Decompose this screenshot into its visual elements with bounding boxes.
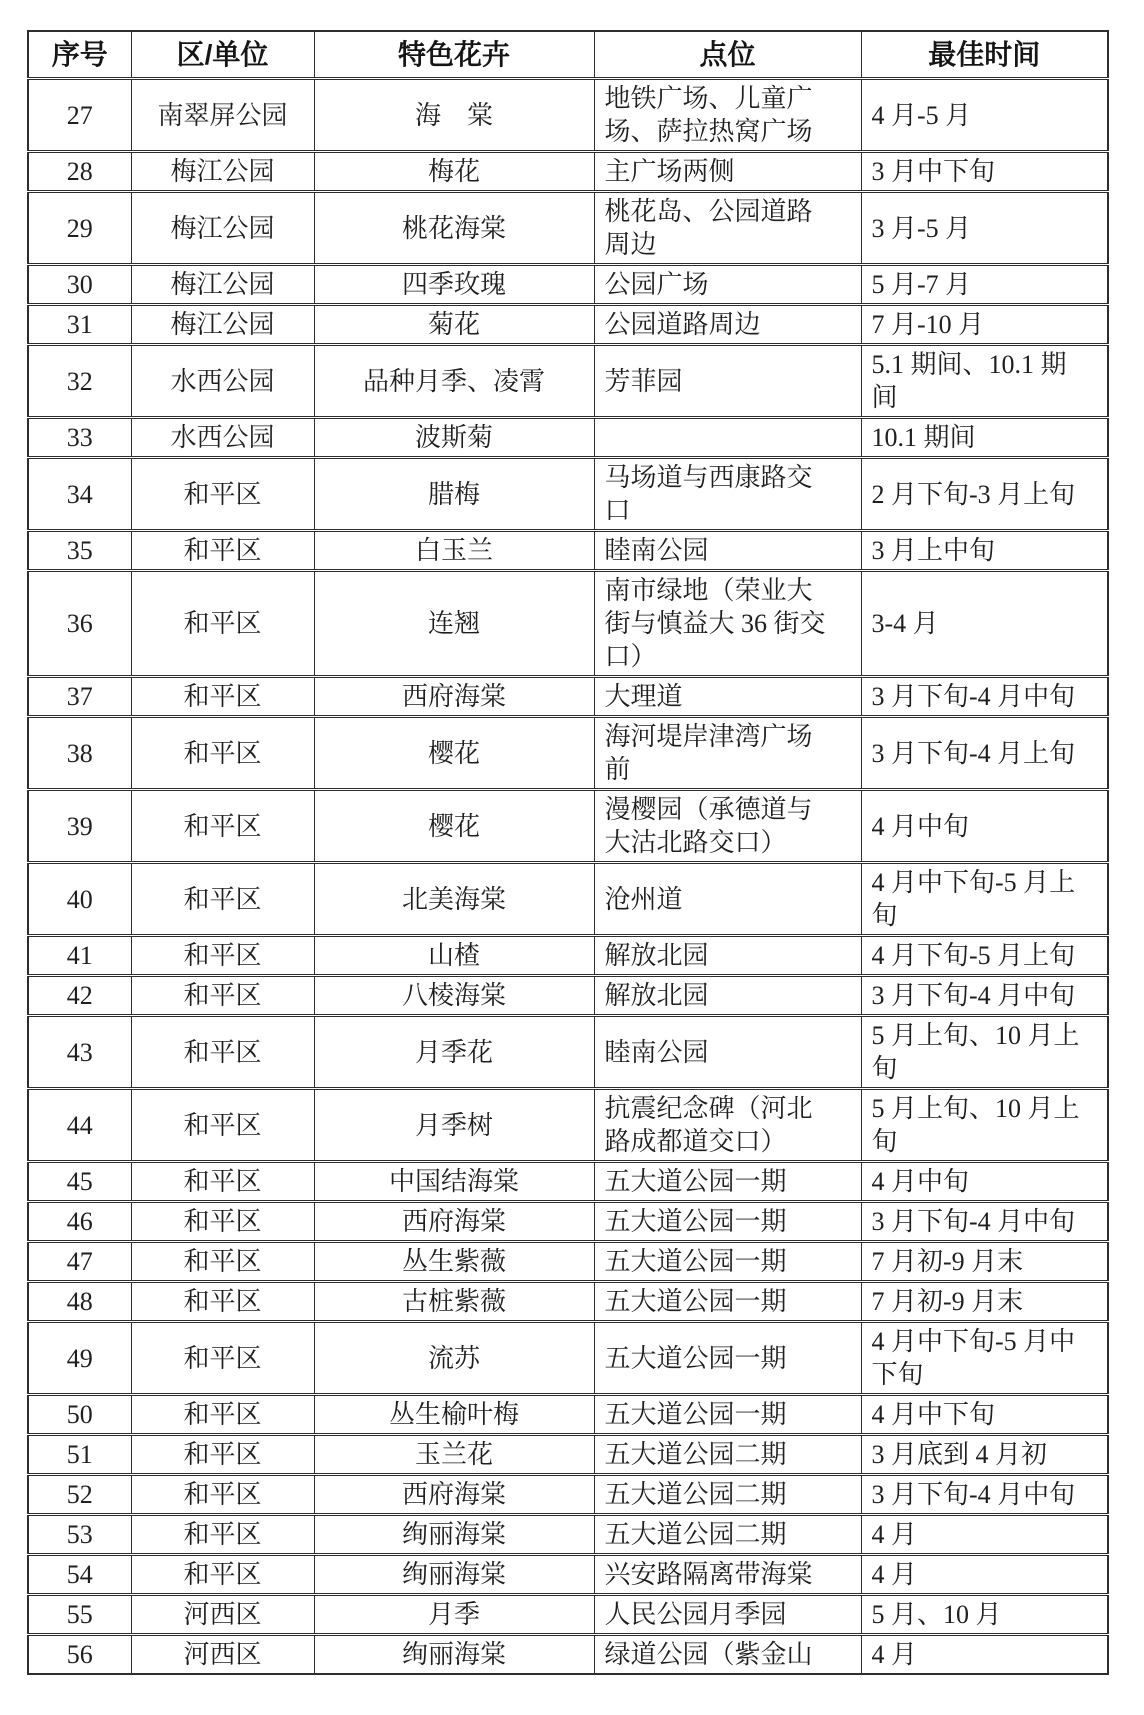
cell-location: 地铁广场、儿童广场、萨拉热窝广场 [594,79,861,152]
table-row [28,458,1108,531]
cell-featured-flower: 中国结海棠 [314,1162,594,1202]
cell-featured-flower: 海 棠 [314,79,594,152]
cell-featured-flower: 月季树 [314,1089,594,1162]
table-row [28,192,1108,265]
table-row [28,1282,1108,1322]
table-row [28,265,1108,305]
cell-district-unit: 和平区 [131,976,314,1016]
cell-serial-number: 29 [28,192,131,265]
cell-serial-number: 48 [28,1282,131,1322]
table-row [28,1475,1108,1515]
cell-best-time: 5 月上旬、10 月上旬 [861,1016,1108,1089]
cell-serial-number: 47 [28,1242,131,1282]
cell-best-time: 3 月下旬-4 月上旬 [861,717,1108,790]
cell-best-time: 5 月、10 月 [861,1595,1108,1635]
cell-location: 兴安路隔离带海棠 [594,1555,861,1595]
table-row [28,531,1108,571]
cell-serial-number: 42 [28,976,131,1016]
table-row [28,571,1108,677]
table-row [28,936,1108,976]
cell-featured-flower: 樱花 [314,790,594,863]
cell-featured-flower: 白玉兰 [314,531,594,571]
cell-serial-number: 49 [28,1322,131,1395]
cell-serial-number: 51 [28,1435,131,1475]
cell-district-unit: 河西区 [131,1635,314,1675]
cell-serial-number: 43 [28,1016,131,1089]
cell-best-time: 5 月上旬、10 月上旬 [861,1089,1108,1162]
cell-serial-number: 39 [28,790,131,863]
cell-district-unit: 水西公园 [131,345,314,418]
cell-district-unit: 和平区 [131,1242,314,1282]
cell-district-unit: 和平区 [131,1162,314,1202]
cell-location [594,418,861,458]
cell-serial-number: 50 [28,1395,131,1435]
cell-district-unit: 和平区 [131,1322,314,1395]
table-header-row [28,31,1108,79]
cell-best-time: 4 月 [861,1555,1108,1595]
cell-location: 五大道公园一期 [594,1162,861,1202]
cell-best-time: 5.1 期间、10.1 期间 [861,345,1108,418]
cell-location: 大理道 [594,677,861,717]
cell-featured-flower: 菊花 [314,305,594,345]
cell-featured-flower: 月季 [314,1595,594,1635]
cell-district-unit: 和平区 [131,863,314,936]
table-row [28,976,1108,1016]
cell-serial-number: 27 [28,79,131,152]
cell-district-unit: 和平区 [131,936,314,976]
cell-featured-flower: 梅花 [314,152,594,192]
cell-best-time: 3 月-5 月 [861,192,1108,265]
table-row [28,418,1108,458]
table-row [28,1555,1108,1595]
cell-featured-flower: 波斯菊 [314,418,594,458]
cell-district-unit: 梅江公园 [131,152,314,192]
cell-featured-flower: 玉兰花 [314,1435,594,1475]
cell-featured-flower: 月季花 [314,1016,594,1089]
cell-featured-flower: 绚丽海棠 [314,1555,594,1595]
cell-location: 五大道公园一期 [594,1202,861,1242]
table-row [28,1635,1108,1675]
cell-location: 五大道公园二期 [594,1475,861,1515]
cell-district-unit: 和平区 [131,1475,314,1515]
table-row [28,717,1108,790]
cell-location: 马场道与西康路交口 [594,458,861,531]
cell-best-time: 4 月中旬 [861,1162,1108,1202]
cell-serial-number: 28 [28,152,131,192]
cell-location: 五大道公园一期 [594,1395,861,1435]
header-district-unit: 区/单位 [131,31,314,79]
table-row [28,1322,1108,1395]
cell-best-time: 4 月下旬-5 月上旬 [861,936,1108,976]
cell-location: 公园广场 [594,265,861,305]
cell-serial-number: 54 [28,1555,131,1595]
cell-serial-number: 38 [28,717,131,790]
cell-featured-flower: 山楂 [314,936,594,976]
cell-serial-number: 46 [28,1202,131,1242]
cell-serial-number: 33 [28,418,131,458]
cell-best-time: 7 月初-9 月末 [861,1282,1108,1322]
cell-featured-flower: 绚丽海棠 [314,1515,594,1555]
cell-serial-number: 56 [28,1635,131,1675]
cell-featured-flower: 绚丽海棠 [314,1635,594,1675]
cell-location: 南市绿地（荣业大街与慎益大 36 街交口） [594,571,861,677]
cell-location: 绿道公园（紫金山 [594,1635,861,1675]
cell-best-time: 3 月下旬-4 月中旬 [861,677,1108,717]
cell-featured-flower: 西府海棠 [314,1202,594,1242]
cell-district-unit: 梅江公园 [131,192,314,265]
cell-location: 睦南公园 [594,531,861,571]
cell-district-unit: 和平区 [131,790,314,863]
cell-serial-number: 55 [28,1595,131,1635]
cell-district-unit: 河西区 [131,1595,314,1635]
cell-best-time: 4 月-5 月 [861,79,1108,152]
cell-best-time: 4 月中下旬-5 月上旬 [861,863,1108,936]
cell-serial-number: 35 [28,531,131,571]
cell-location: 人民公园月季园 [594,1595,861,1635]
cell-featured-flower: 腊梅 [314,458,594,531]
header-serial-number: 序号 [28,31,131,79]
cell-featured-flower: 樱花 [314,717,594,790]
cell-district-unit: 和平区 [131,1089,314,1162]
cell-serial-number: 41 [28,936,131,976]
cell-best-time: 3 月下旬-4 月中旬 [861,1475,1108,1515]
cell-best-time: 3 月下旬-4 月中旬 [861,976,1108,1016]
flower-viewing-table [27,30,1109,1675]
cell-featured-flower: 流苏 [314,1322,594,1395]
cell-best-time: 3 月中下旬 [861,152,1108,192]
cell-featured-flower: 古桩紫薇 [314,1282,594,1322]
cell-featured-flower: 丛生紫薇 [314,1242,594,1282]
cell-district-unit: 和平区 [131,1555,314,1595]
cell-location: 桃花岛、公园道路周边 [594,192,861,265]
table-row [28,79,1108,152]
cell-featured-flower: 西府海棠 [314,1475,594,1515]
cell-district-unit: 和平区 [131,1202,314,1242]
table-row [28,1162,1108,1202]
cell-serial-number: 32 [28,345,131,418]
cell-serial-number: 53 [28,1515,131,1555]
header-best-time: 最佳时间 [861,31,1108,79]
cell-featured-flower: 北美海棠 [314,863,594,936]
cell-serial-number: 36 [28,571,131,677]
cell-featured-flower: 品种月季、凌霄 [314,345,594,418]
cell-best-time: 3 月下旬-4 月中旬 [861,1202,1108,1242]
cell-district-unit: 和平区 [131,717,314,790]
table-row [28,1515,1108,1555]
cell-best-time: 5 月-7 月 [861,265,1108,305]
table-row [28,1242,1108,1282]
cell-district-unit: 和平区 [131,531,314,571]
cell-location: 五大道公园一期 [594,1282,861,1322]
cell-location: 五大道公园一期 [594,1242,861,1282]
table-row [28,1089,1108,1162]
cell-district-unit: 和平区 [131,1515,314,1555]
cell-best-time: 4 月中下旬-5 月中下旬 [861,1322,1108,1395]
cell-serial-number: 44 [28,1089,131,1162]
table-row [28,677,1108,717]
cell-location: 五大道公园二期 [594,1435,861,1475]
cell-location: 公园道路周边 [594,305,861,345]
cell-district-unit: 和平区 [131,1435,314,1475]
cell-district-unit: 和平区 [131,677,314,717]
cell-best-time: 3 月底到 4 月初 [861,1435,1108,1475]
cell-district-unit: 和平区 [131,1395,314,1435]
cell-district-unit: 梅江公园 [131,265,314,305]
cell-district-unit: 和平区 [131,458,314,531]
cell-serial-number: 30 [28,265,131,305]
cell-serial-number: 45 [28,1162,131,1202]
cell-district-unit: 和平区 [131,1282,314,1322]
header-location: 点位 [594,31,861,79]
cell-best-time: 2 月下旬-3 月上旬 [861,458,1108,531]
table-row [28,305,1108,345]
cell-location: 沧州道 [594,863,861,936]
cell-district-unit: 梅江公园 [131,305,314,345]
cell-best-time: 3-4 月 [861,571,1108,677]
cell-featured-flower: 连翘 [314,571,594,677]
cell-featured-flower: 桃花海棠 [314,192,594,265]
cell-district-unit: 水西公园 [131,418,314,458]
cell-best-time: 4 月 [861,1635,1108,1675]
cell-best-time: 7 月初-9 月末 [861,1242,1108,1282]
cell-featured-flower: 丛生榆叶梅 [314,1395,594,1435]
table-row [28,1595,1108,1635]
cell-district-unit: 南翠屏公园 [131,79,314,152]
table-row [28,1016,1108,1089]
cell-district-unit: 和平区 [131,571,314,677]
header-featured-flower: 特色花卉 [314,31,594,79]
table-row [28,1202,1108,1242]
cell-serial-number: 52 [28,1475,131,1515]
cell-featured-flower: 四季玫瑰 [314,265,594,305]
cell-location: 睦南公园 [594,1016,861,1089]
table-row [28,345,1108,418]
cell-best-time: 3 月上中旬 [861,531,1108,571]
cell-serial-number: 37 [28,677,131,717]
cell-location: 海河堤岸津湾广场前 [594,717,861,790]
cell-serial-number: 40 [28,863,131,936]
table-row [28,863,1108,936]
cell-location: 五大道公园二期 [594,1515,861,1555]
cell-location: 抗震纪念碑（河北路成都道交口） [594,1089,861,1162]
cell-serial-number: 31 [28,305,131,345]
cell-location: 漫樱园（承德道与大沽北路交口） [594,790,861,863]
cell-best-time: 4 月中下旬 [861,1395,1108,1435]
cell-best-time: 4 月 [861,1515,1108,1555]
cell-location: 五大道公园一期 [594,1322,861,1395]
cell-best-time: 7 月-10 月 [861,305,1108,345]
cell-district-unit: 和平区 [131,1016,314,1089]
table-row [28,790,1108,863]
table-row [28,1395,1108,1435]
cell-best-time: 10.1 期间 [861,418,1108,458]
cell-best-time: 4 月中旬 [861,790,1108,863]
cell-location: 主广场两侧 [594,152,861,192]
table-row [28,152,1108,192]
cell-featured-flower: 八棱海棠 [314,976,594,1016]
cell-location: 解放北园 [594,976,861,1016]
cell-location: 解放北园 [594,936,861,976]
cell-serial-number: 34 [28,458,131,531]
cell-location: 芳菲园 [594,345,861,418]
table-row [28,1435,1108,1475]
cell-featured-flower: 西府海棠 [314,677,594,717]
